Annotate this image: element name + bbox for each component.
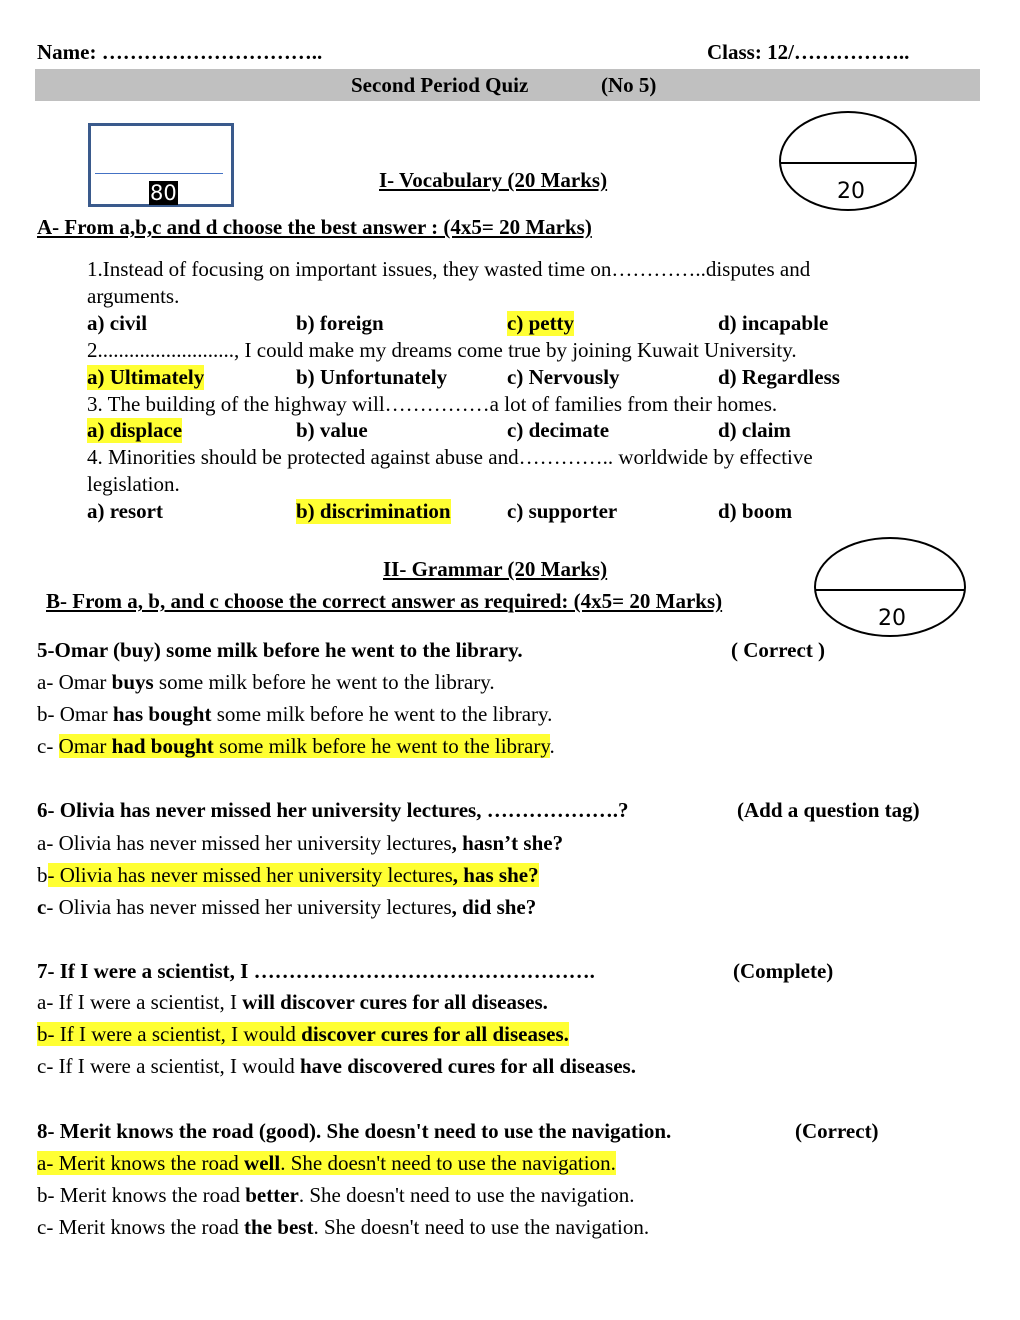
option-text: b- If I were a scientist, I would xyxy=(37,1022,302,1046)
option-answer: , did she? xyxy=(451,895,537,919)
option-answer: well xyxy=(244,1151,281,1175)
grammar-instruction: B- From a, b, and c choose the correct answer as required: (4x5= 20 Marks) xyxy=(46,589,723,613)
option-text: a- Merit knows the road xyxy=(37,1151,245,1175)
option-text: Omar xyxy=(58,734,112,758)
grammar-score: 20 xyxy=(878,606,906,631)
q8-option-c[interactable] xyxy=(37,1215,649,1240)
score-divider xyxy=(95,173,223,174)
quiz-title: Second Period Quiz xyxy=(351,73,529,97)
class-field-label: Class: 12/…………….. xyxy=(707,40,910,64)
q1-option-c-correct[interactable]: c) petty xyxy=(507,311,575,335)
q6-option-b-correct[interactable]: b- Olivia has never missed her university lectures, has she? xyxy=(37,863,539,887)
option-answer: has bought xyxy=(112,702,212,726)
q8-option-b[interactable] xyxy=(37,1183,635,1208)
q4-option-b-correct[interactable]: b) discrimination xyxy=(296,499,451,523)
option-text: . She doesn't need to use the navigation. xyxy=(313,1215,650,1239)
q6-option-c[interactable]: c- Olivia has never missed her university lectures, did she? xyxy=(37,895,537,919)
question-6-stem: 6- Olivia has never missed her university lectures, ……………….? xyxy=(37,798,629,822)
vocabulary-heading: I- Vocabulary (20 Marks) xyxy=(379,168,608,192)
q5-option-a[interactable] xyxy=(37,670,495,695)
option-text: c- Merit knows the road xyxy=(37,1215,245,1239)
option-text: a- Omar xyxy=(37,670,112,694)
oval-divider xyxy=(816,589,964,591)
question-8-task: (Correct) xyxy=(795,1119,879,1143)
option-answer: buys xyxy=(111,670,154,694)
q6-option-a[interactable] xyxy=(37,831,563,856)
option-answer: had bought xyxy=(111,734,214,758)
question-6-task: (Add a question tag) xyxy=(737,798,920,822)
q1-option-d[interactable]: d) incapable xyxy=(718,311,829,335)
q4-option-c[interactable]: c) supporter xyxy=(507,499,618,523)
option-text: some milk before he went to the library. xyxy=(153,670,495,694)
option-answer: better xyxy=(245,1183,299,1207)
q4-option-d[interactable]: d) boom xyxy=(718,499,793,523)
total-score: 80 xyxy=(150,181,177,205)
vocabulary-instruction: A- From a,b,c and d choose the best answer : (4x5= 20 Marks) xyxy=(37,215,592,239)
q3-option-a-correct[interactable]: a) displace xyxy=(87,418,183,442)
q1-option-b[interactable]: b) foreign xyxy=(296,311,384,335)
option-text: - Olivia has never missed her university lectures xyxy=(47,863,453,887)
option-answer: discover cures for all diseases. xyxy=(301,1022,569,1046)
q3-option-c[interactable]: c) decimate xyxy=(507,418,610,442)
question-4-text: 4. Minorities should be protected against abuse and………….. worldwide by effective xyxy=(87,445,813,469)
name-field-label: Name: ………………………….. xyxy=(37,40,323,64)
option-answer: the best xyxy=(244,1215,314,1239)
option-text: some milk before he went to the library. xyxy=(211,702,553,726)
vocabulary-score-oval xyxy=(779,111,917,211)
question-1-text: 1.Instead of focusing on important issues, they wasted time on…………..disputes and xyxy=(87,257,811,281)
oval-divider xyxy=(781,162,915,164)
option-text: . She doesn't need to use the navigation. xyxy=(298,1183,635,1207)
total-score-box xyxy=(88,123,234,207)
option-text: some milk before he went to the library xyxy=(213,734,550,758)
q7-option-c[interactable] xyxy=(37,1054,636,1079)
option-answer: , hasn’t she? xyxy=(451,831,564,855)
option-text: . She doesn't need to use the navigation. xyxy=(280,1151,616,1175)
q4-option-a[interactable]: a) resort xyxy=(87,499,163,523)
q2-option-c[interactable]: c) Nervously xyxy=(507,365,620,389)
q7-option-b-correct[interactable] xyxy=(37,1022,569,1047)
option-text: a- Olivia has never missed her university lectures xyxy=(37,831,452,855)
q5-option-b[interactable] xyxy=(37,702,552,727)
option-text: a- If I were a scientist, I xyxy=(37,990,243,1014)
q2-option-d[interactable]: d) Regardless xyxy=(718,365,840,389)
q3-option-b[interactable]: b) value xyxy=(296,418,368,442)
q1-option-a[interactable]: a) civil xyxy=(87,311,148,335)
q2-option-a-correct[interactable]: a) Ultimately xyxy=(87,365,205,389)
grammar-score-oval xyxy=(814,537,966,637)
question-4-text-cont: legislation. xyxy=(87,472,180,496)
q8-option-a-correct[interactable] xyxy=(37,1151,616,1176)
grammar-heading: II- Grammar (20 Marks) xyxy=(383,557,608,581)
question-1-text-cont: arguments. xyxy=(87,284,180,308)
option-answer: have discovered cures for all diseases. xyxy=(299,1054,636,1078)
question-8-stem: 8- Merit knows the road (good). She doesn't need to use the navigation. xyxy=(37,1119,672,1143)
option-text: b- Merit knows the road xyxy=(37,1183,246,1207)
q5-option-c-correct[interactable]: c- Omar had bought some milk before he went to the library. xyxy=(37,734,555,758)
question-7-stem: 7- If I were a scientist, I …………………………………………. xyxy=(37,959,595,983)
question-5-task: ( Correct ) xyxy=(731,638,826,662)
q3-option-d[interactable]: d) claim xyxy=(718,418,791,442)
option-text: - Olivia has never missed her university lectures xyxy=(46,895,452,919)
quiz-number: (No 5) xyxy=(601,73,657,97)
option-answer: , has she? xyxy=(452,863,539,887)
question-3-text: 3. The building of the highway will……………a lot of families from their homes. xyxy=(87,392,778,416)
question-7-task: (Complete) xyxy=(733,959,834,983)
option-answer: will discover cures for all diseases. xyxy=(242,990,548,1014)
option-text: c- If I were a scientist, I would xyxy=(37,1054,300,1078)
question-2-text: 2.........................., I could make my dreams come true by joining Kuwait University. xyxy=(87,338,797,362)
option-text: b- Omar xyxy=(37,702,113,726)
q7-option-a[interactable] xyxy=(37,990,548,1015)
question-5-stem: 5-Omar (buy) some milk before he went to the library. xyxy=(37,638,523,662)
q2-option-b[interactable]: b) Unfortunately xyxy=(296,365,448,389)
vocabulary-score: 20 xyxy=(837,179,865,204)
